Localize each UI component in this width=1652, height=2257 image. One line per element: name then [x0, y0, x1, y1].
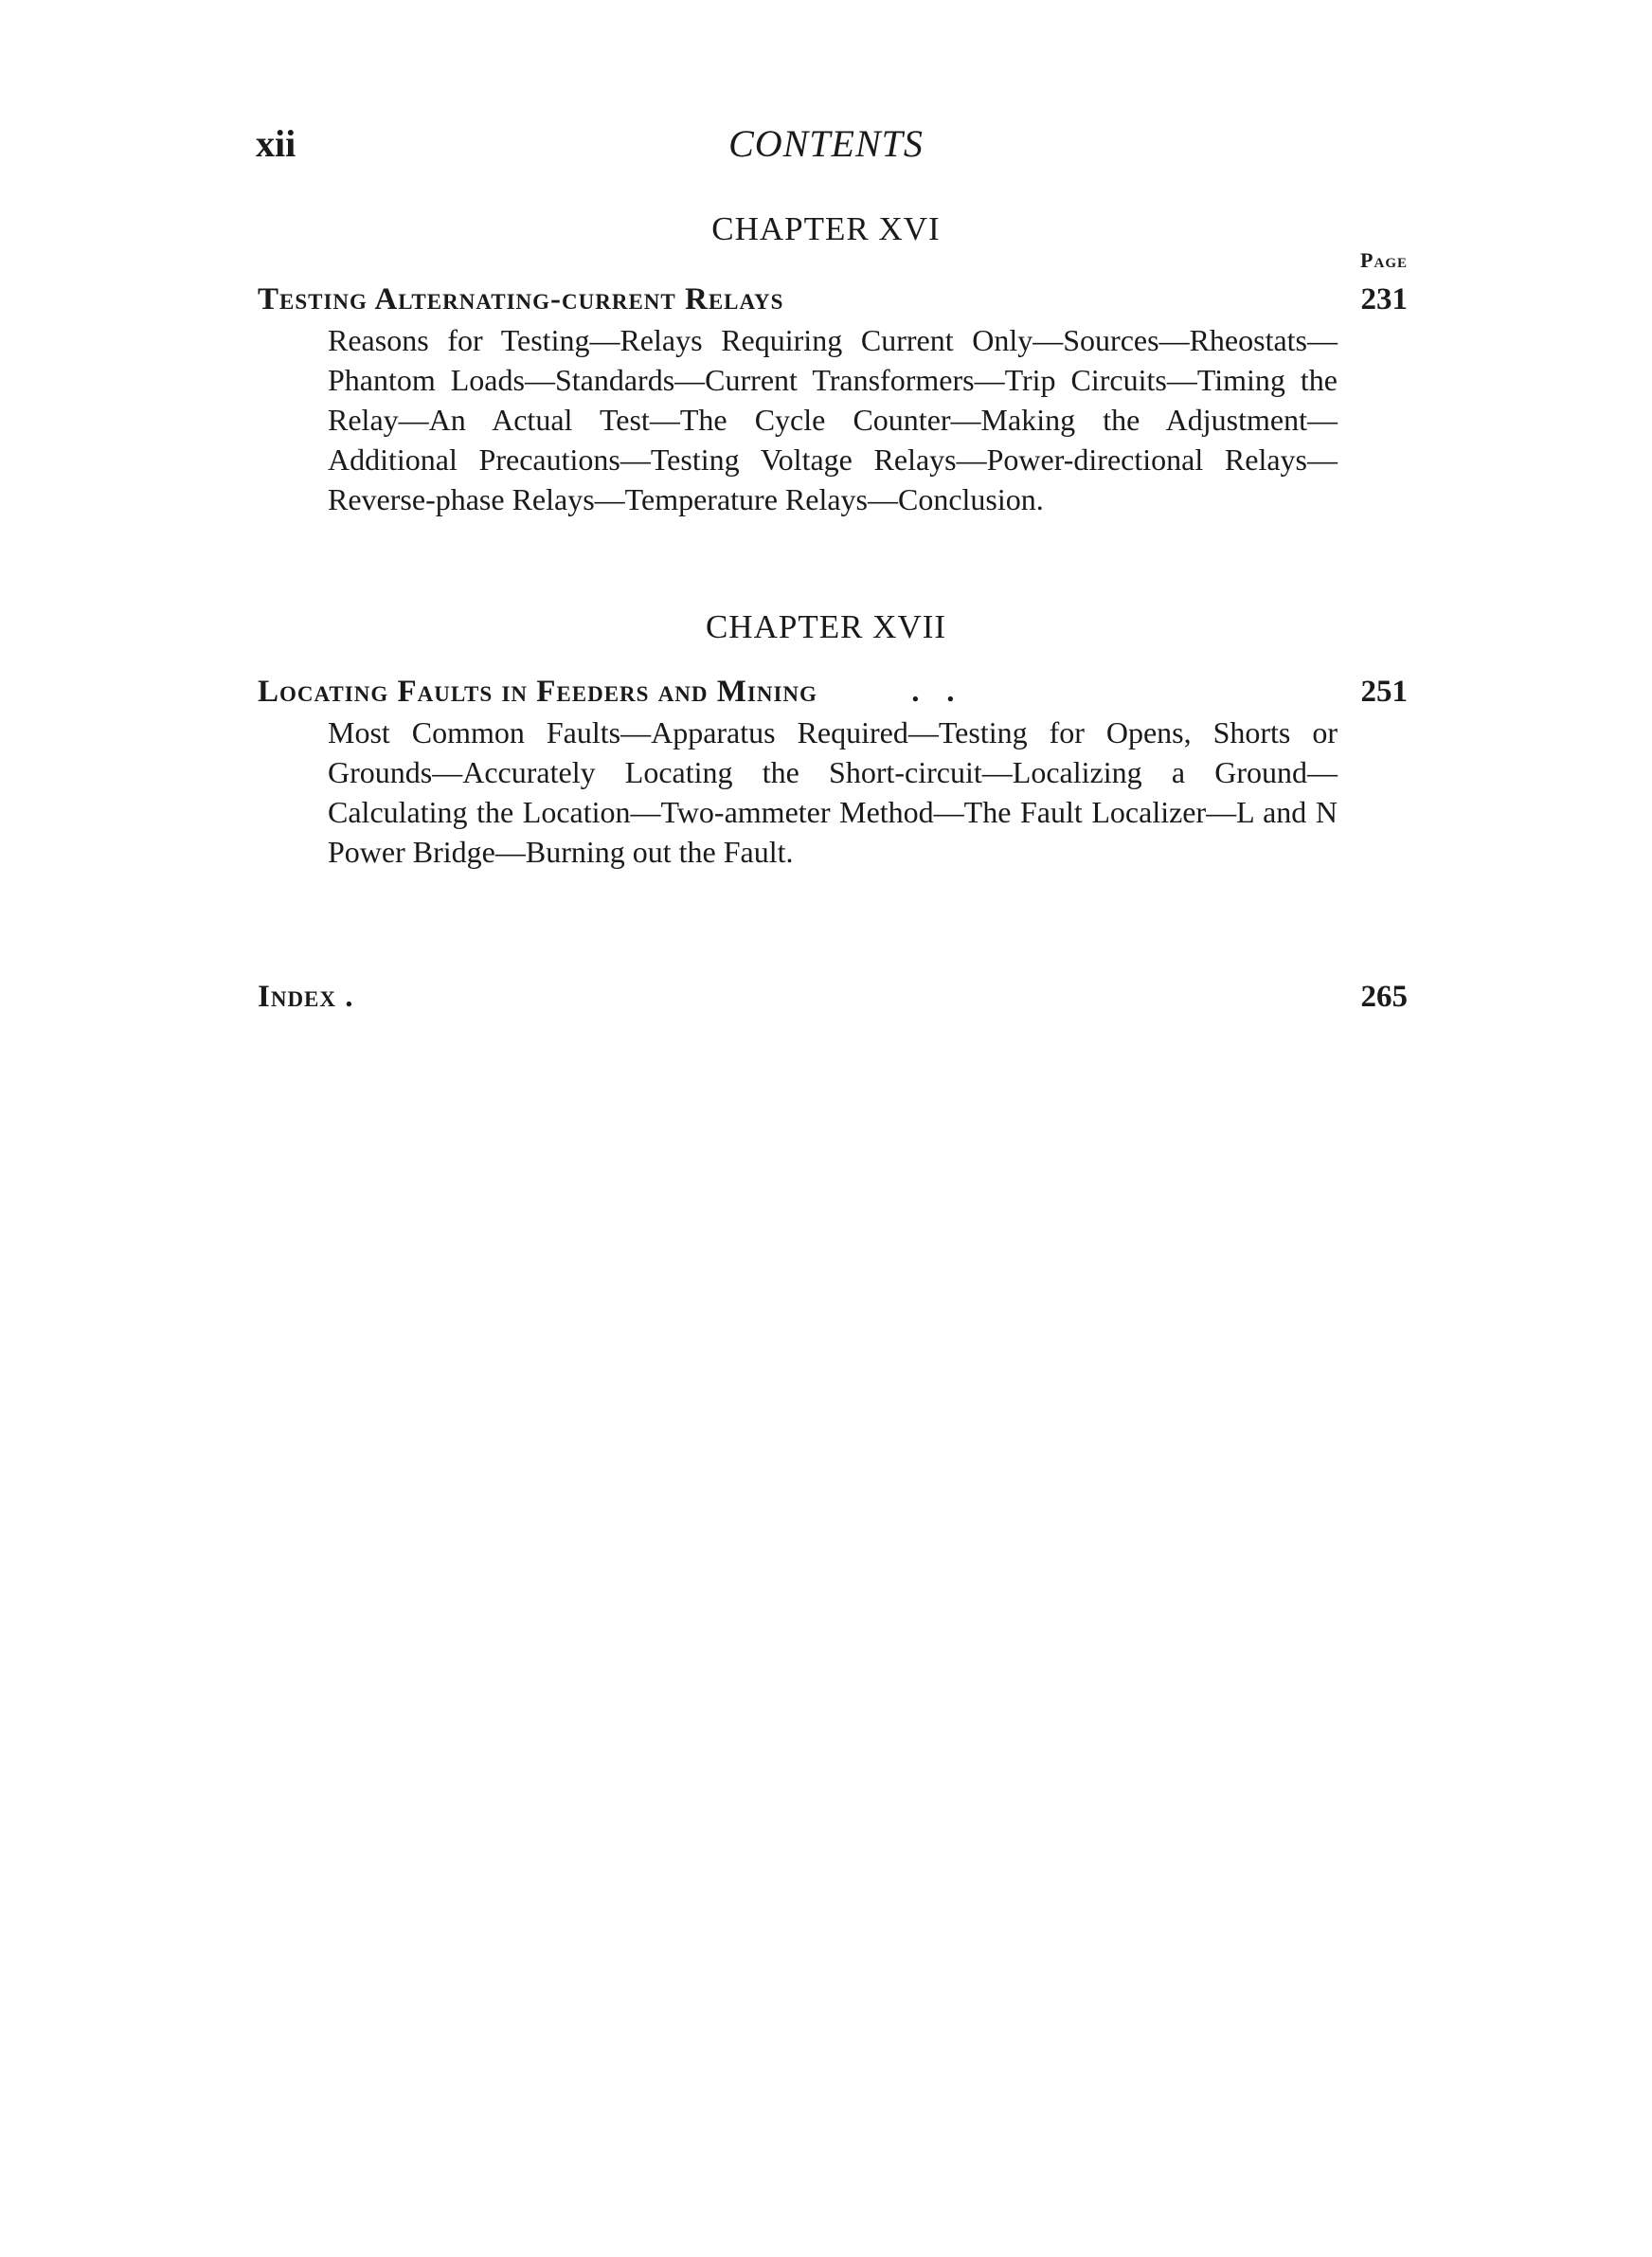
index-entry-title: Index .: [258, 980, 354, 1014]
index-entry-page: 265: [1360, 980, 1408, 1014]
toc-entry-description: Most Common Faults—Apparatus Required—Testing for Opens, Shorts or Grounds—Accurately Locating the Short-circuit—Localizing a Ground—Calculating the Location—Two-ammeter Method—The Fault Localizer—L and N Power Bridge—Burning out the Fault.: [328, 715, 1338, 869]
toc-entry-description: Reasons for Testing—Relays Requiring Current Only—Sources—Rheostats—Phantom Loads—Standards—Current Transformers—Trip Circuits—Timing the Relay—An Actual Test—The Cycle Counter—Making the Adjustment—Additional Precautions—Testing Voltage Relays—Power-directional Relays—Reverse-phase Relays—Temperature Relays—Conclusion.: [328, 323, 1338, 516]
page-number: xii: [256, 122, 296, 165]
page-column-label: Page: [1360, 248, 1408, 272]
dot-leader: . .: [902, 675, 956, 709]
toc-entry-title-text: Locating Faults in Feeders and Mining: [258, 675, 817, 709]
toc-entry-page: 231: [1360, 282, 1408, 316]
chapter-heading-xvii: CHAPTER XVII: [705, 608, 947, 645]
toc-entry-title: Testing Alternating-current Relays: [258, 282, 784, 316]
running-header-title: CONTENTS: [728, 122, 924, 165]
toc-entry-page: 251: [1360, 675, 1408, 709]
chapter-heading-xvi: CHAPTER XVI: [711, 210, 941, 247]
toc-entry-title: [258, 675, 955, 710]
